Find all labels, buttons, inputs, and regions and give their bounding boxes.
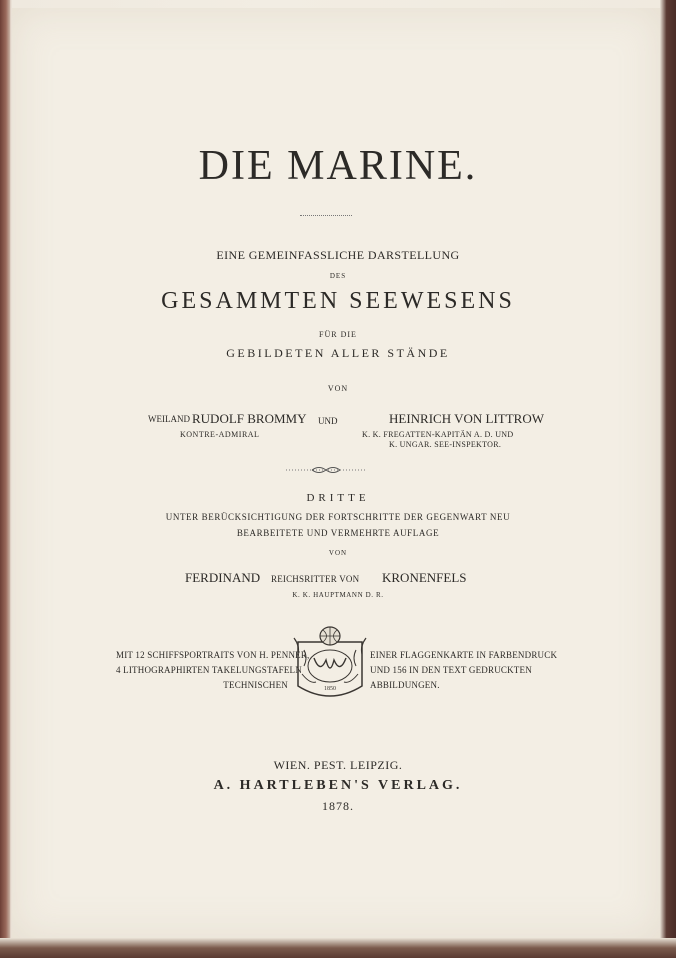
illustrations-left-line: TECHNISCHEN	[223, 680, 288, 690]
illustrations-left-line: 4 LITHOGRAPHIRTEN TAKELUNGSTAFELN	[116, 665, 302, 675]
imprint-year: 1878.	[322, 799, 354, 813]
subtitle-des: DES	[329, 272, 347, 280]
author1-name: RUDOLF BROMMY	[192, 411, 307, 426]
author2-role-line2: K. UNGAR. SEE-INSPEKTOR.	[389, 440, 502, 449]
title-divider	[300, 215, 352, 216]
publisher-name: A. HARTLEBEN'S VERLAG.	[213, 778, 463, 793]
editor-role: K. K. HAUPTMANN D. R.	[292, 591, 384, 599]
von-label: VON	[327, 384, 349, 393]
subtitle-staende: GEBILDETEN ALLER STÄNDE	[226, 346, 450, 360]
imprint-place: WIEN. PEST. LEIPZIG.	[273, 758, 403, 772]
illustrations-right-line: EINER FLAGGENKARTE IN FARBENDRUCK	[370, 650, 558, 660]
emblem-year: 1850	[324, 686, 336, 692]
editor-first: FERDINAND	[185, 570, 261, 585]
subtitle-fuer: FÜR DIE	[319, 330, 357, 339]
author1-role: KONTRE-ADMIRAL	[180, 430, 260, 439]
author2-role-line1: K. K. FREGATTEN-KAPITÄN A. D. UND	[362, 430, 514, 439]
von-label-2: VON	[328, 549, 348, 557]
ornament-divider	[286, 462, 366, 480]
author2-name: HEINRICH VON LITTROW	[389, 411, 545, 426]
edition-line2: BEARBEITETE UND VERMEHRTE AUFLAGE	[236, 528, 440, 538]
edition-label: DRITTE	[306, 492, 370, 504]
subtitle-main: GESAMMTEN SEEWESENS	[161, 288, 515, 314]
illustrations-left	[116, 648, 310, 693]
page-title: DIE MARINE.	[198, 143, 478, 189]
author1-prefix: WEILAND	[148, 414, 190, 424]
illustrations-right	[370, 648, 558, 693]
und-label: UND	[318, 416, 338, 426]
illustrations-right-line: UND 156 IN DEN TEXT GEDRUCKTEN	[370, 665, 532, 675]
publisher-emblem	[290, 624, 370, 713]
subtitle-line: EINE GEMEINFASSLICHE DARSTELLUNG	[216, 248, 460, 262]
editor-middle: REICHSRITTER VON	[271, 574, 360, 584]
illustrations-right-line: ABBILDUNGEN.	[370, 680, 440, 690]
edition-line1: UNTER BERÜCKSICHTIGUNG DER FORTSCHRITTE DER GEGENWART NEU	[165, 512, 511, 522]
illustrations-left-line: MIT 12 SCHIFFSPORTRAITS VON H. PENNER,	[116, 650, 310, 660]
editor-last: KRONENFELS	[382, 570, 467, 585]
book-bottom-edge	[0, 938, 676, 958]
